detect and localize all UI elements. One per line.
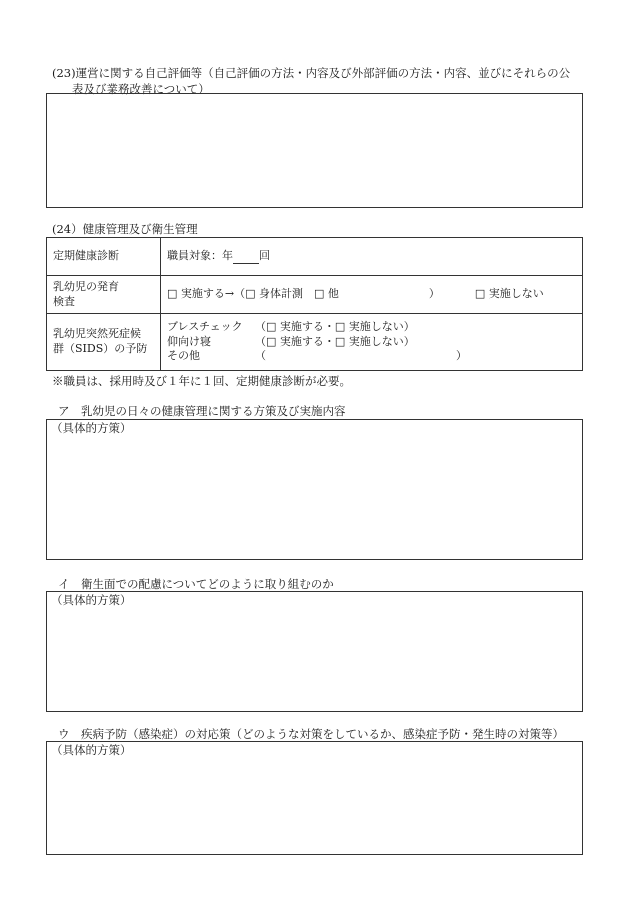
sids-options bbox=[161, 314, 583, 371]
row-label-development-check bbox=[47, 276, 161, 314]
sub-i-answer-box[interactable] bbox=[46, 591, 583, 712]
health-checkup-frequency bbox=[161, 238, 583, 276]
sub-u-answer-box[interactable] bbox=[46, 741, 583, 855]
supine-sleep-checkboxes[interactable]: （□ 実施する・□ 実施しない） bbox=[255, 334, 415, 348]
option-close-paren: ） bbox=[428, 287, 440, 301]
other-label: その他 bbox=[167, 349, 200, 363]
sub-a-title: ア 乳幼児の日々の健康管理に関する方策及び実施内容 bbox=[58, 404, 346, 418]
row-label-line1: 乳幼児突然死症候 bbox=[53, 327, 141, 341]
other-line bbox=[167, 349, 576, 364]
health-checkup-note: ※職員は、採用時及び１年に１回、定期健康診断が必要。 bbox=[52, 374, 351, 388]
sub-a-answer-box[interactable] bbox=[46, 419, 583, 560]
other-input-field[interactable] bbox=[266, 349, 456, 364]
row-label-line1: 乳幼児の発育 bbox=[53, 279, 119, 293]
other-close-paren: ） bbox=[456, 349, 467, 363]
breath-check-label: ブレスチェック bbox=[167, 319, 243, 333]
sub-i-box-label: （具体的方策） bbox=[51, 593, 132, 607]
health-management-table bbox=[46, 237, 583, 371]
breath-check-line bbox=[167, 320, 576, 335]
other-open-paren: （ bbox=[255, 349, 266, 363]
row-label-sids bbox=[47, 314, 161, 371]
supine-sleep-line bbox=[167, 335, 576, 350]
development-check-options bbox=[161, 276, 583, 314]
frequency-suffix: 回 bbox=[259, 249, 270, 263]
breath-check-checkboxes[interactable]: （□ 実施する・□ 実施しない） bbox=[255, 319, 415, 333]
option-not-conduct-checkbox[interactable]: □ 実施しない bbox=[474, 287, 544, 301]
section-23-answer-box[interactable] bbox=[46, 93, 583, 208]
frequency-prefix: 職員対象：年 bbox=[167, 249, 233, 263]
row-label-line2: 検査 bbox=[53, 294, 75, 308]
table-row-development-check bbox=[47, 276, 583, 314]
table-row-sids bbox=[47, 314, 583, 371]
table-row-health-checkup bbox=[47, 238, 583, 276]
supine-sleep-label: 仰向け寝 bbox=[167, 334, 211, 348]
option-conduct-checkbox[interactable]: □ 実施する→（□ 身体計測 □ 他 bbox=[167, 287, 339, 301]
section-24-heading: (24）健康管理及び衛生管理 bbox=[52, 222, 198, 236]
row-label-line2: 群（SIDS）の予防 bbox=[53, 342, 148, 355]
sub-u-title: ウ 疾病予防（感染症）の対応策（どのような対策をしているか、感染症予防・発生時の対策等） bbox=[58, 727, 564, 741]
sub-i-title: イ 衛生面での配慮についてどのように取り組むのか bbox=[58, 577, 334, 591]
sub-u-box-label: （具体的方策） bbox=[51, 743, 132, 757]
sub-a-box-label: （具体的方策） bbox=[51, 421, 132, 435]
frequency-blank-field[interactable] bbox=[233, 251, 259, 264]
row-label-health-checkup: 定期健康診断 bbox=[47, 238, 161, 276]
section-23-heading-line1: (23)運営に関する自己評価等（自己評価の方法・内容及び外部評価の方法・内容、並びにそれらの公 bbox=[52, 66, 571, 80]
section-23-heading-line2: 表及び業務改善について） bbox=[72, 81, 210, 96]
